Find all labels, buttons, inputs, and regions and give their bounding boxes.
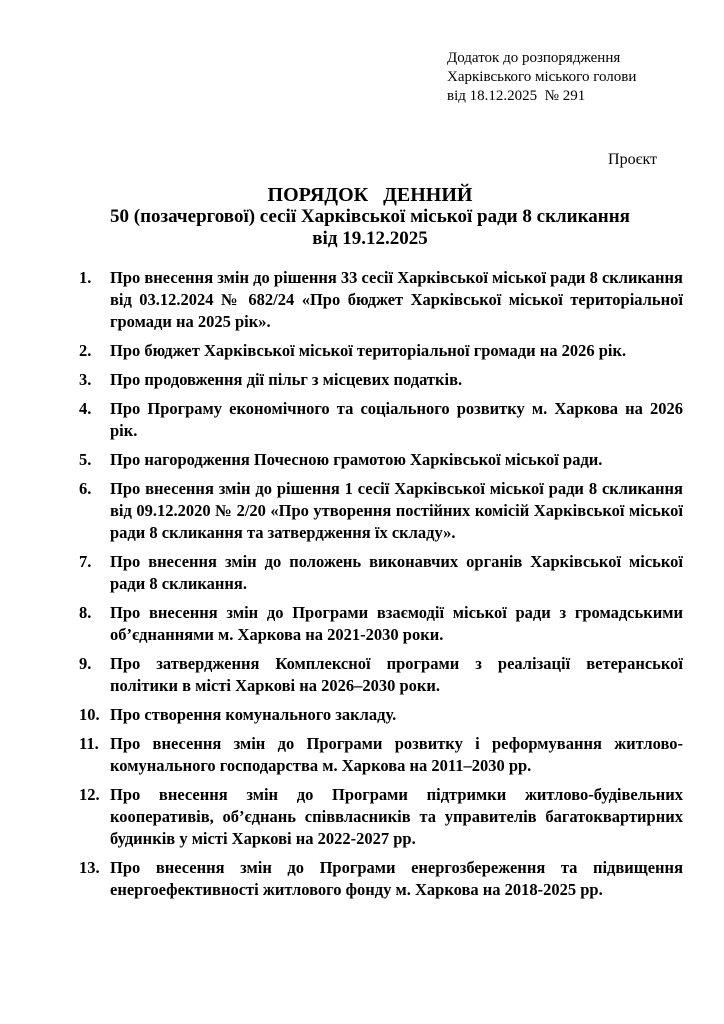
agenda-item-number: 4. [79, 399, 92, 418]
agenda-item [79, 653, 683, 697]
agenda-item [79, 857, 683, 901]
annex-line-2: Харківського міського голови [447, 69, 637, 85]
session-date: від 19.12.2025 [312, 228, 428, 249]
agenda-item-number: 13. [79, 858, 100, 877]
agenda-item [79, 340, 683, 362]
agenda-item-text: Про внесення змін до Програми взаємодії міської ради з громадськими об’єднаннями м. Харкова на 2021-2030 роки. [110, 603, 683, 644]
agenda-item-number: 1. [79, 268, 92, 287]
agenda-item [79, 784, 683, 850]
agenda-item [79, 449, 683, 471]
agenda-item [79, 369, 683, 391]
agenda-item [79, 602, 683, 646]
agenda-item-text: Про бюджет Харківської міської територіальної громади на 2026 рік. [110, 341, 627, 360]
agenda-item-number: 2. [79, 341, 92, 360]
title-block [68, 184, 672, 250]
agenda-item-number: 6. [79, 479, 92, 498]
agenda-item-number: 10. [79, 705, 100, 724]
agenda-item-text: Про Програму економічного та соціального розвитку м. Харкова на 2026 рік. [110, 399, 683, 440]
agenda-item-text: Про внесення змін до рішення 33 сесії Харківської міської ради 8 скликання від 03.12.2024 № 682/24 «Про бюджет Харківської міської територіальної громади на 2025 рік». [110, 268, 683, 331]
document-title: ПОРЯДОК ДЕННИЙ [267, 184, 473, 206]
agenda-item-text: Про створення комунального закладу. [110, 705, 397, 724]
agenda-item [79, 733, 683, 777]
agenda-item-text: Про внесення змін до Програми енергозбереження та підвищення енергоефективності житлового фонду м. Харкова на 2018-2025 рр. [110, 858, 683, 899]
agenda-item [79, 267, 683, 333]
agenda-item-text: Про внесення змін до Програми розвитку і реформування житлово-комунального господарства м. Харкова на 2011–2030 рр. [110, 734, 683, 775]
session-subtitle: 50 (позачергової) сесії Харківської міської ради 8 скликання [110, 206, 630, 227]
agenda-item [79, 551, 683, 595]
agenda-item-text: Про нагородження Почесною грамотою Харківської міської ради. [110, 450, 603, 469]
agenda-item-text: Про внесення змін до рішення 1 сесії Харківської міської ради 8 скликання від 09.12.2020 № 2/20 «Про утворення постійних комісій Харківської міської ради 8 скликання та затвердження їх складу». [110, 479, 683, 542]
agenda-item-number: 3. [79, 370, 92, 389]
annex-line-1: Додаток до розпорядження [447, 50, 621, 66]
agenda-item-number: 5. [79, 450, 92, 469]
annex-line-3: від 18.12.2025 № 291 [447, 88, 586, 104]
agenda-item-number: 9. [79, 654, 92, 673]
agenda-item-text: Про внесення змін до Програми підтримки житлово-будівельних кооперативів, об’єднань співвласників та управителів багатоквартирних будинків у місті Харкові на 2022-2027 рр. [110, 785, 683, 848]
draft-label: Проєкт [608, 151, 657, 168]
agenda-item [79, 478, 683, 544]
agenda-item-text: Про внесення змін до положень виконавчих органів Харківської міської ради 8 скликання. [110, 552, 683, 593]
agenda-item [79, 398, 683, 442]
agenda-item [79, 704, 683, 726]
agenda-item-number: 8. [79, 603, 92, 622]
agenda-item-number: 12. [79, 785, 100, 804]
agenda-item-number: 11. [79, 734, 99, 753]
agenda-item-number: 7. [79, 552, 92, 571]
agenda-item-text: Про продовження дії пільг з місцевих податків. [110, 370, 463, 389]
agenda-list [79, 267, 683, 908]
annex-reference-block [447, 49, 636, 106]
agenda-item-text: Про затвердження Комплексної програми з реалізації ветеранської політики в місті Харкові на 2026–2030 роки. [110, 654, 683, 695]
